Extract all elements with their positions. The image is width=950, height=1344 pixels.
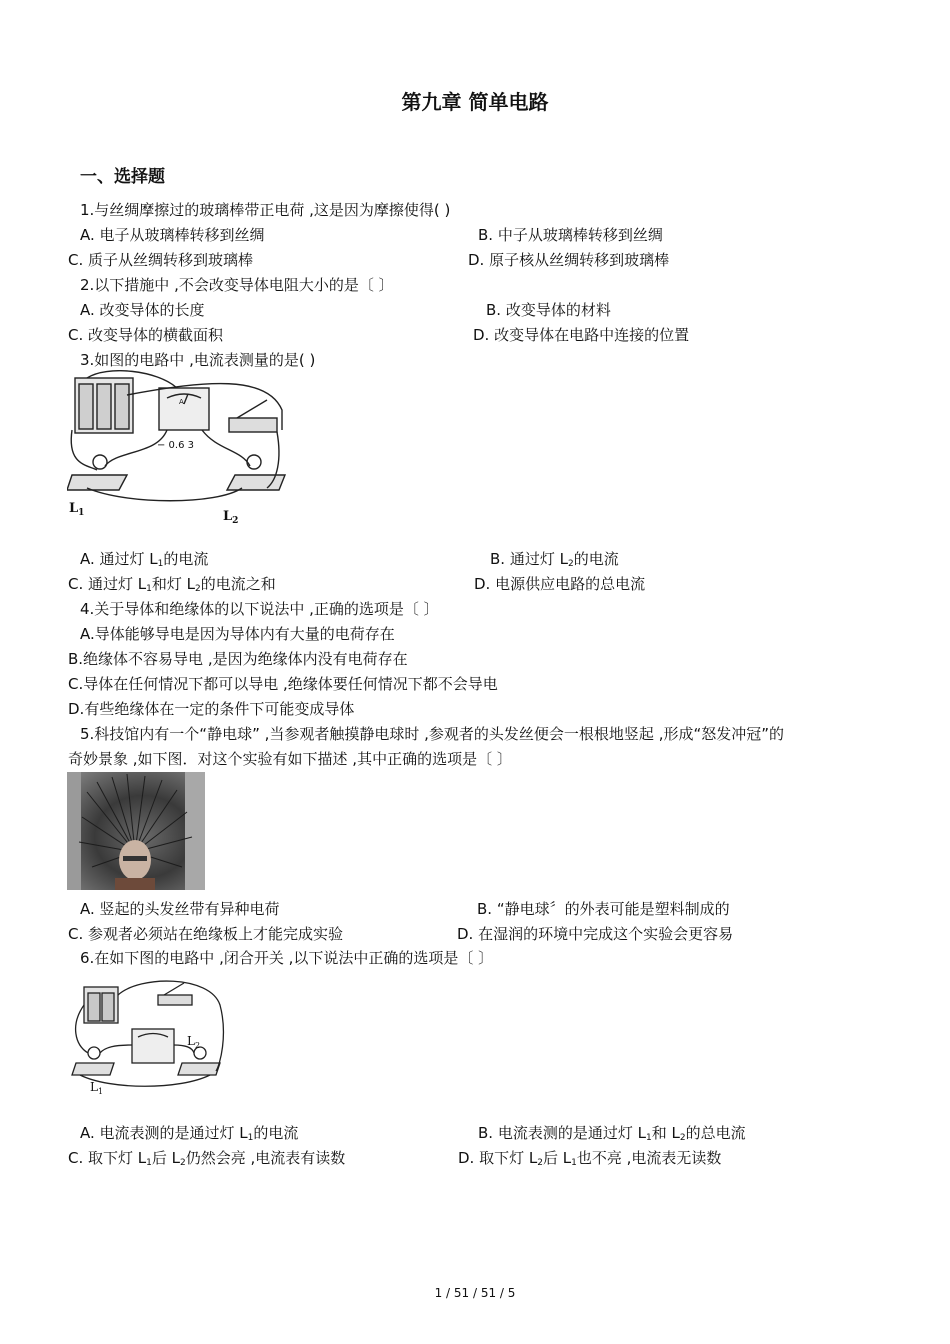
question-1-stem: 1.与丝绸摩擦过的玻璃棒带正电荷 ,这是因为摩擦使得( ): [80, 201, 451, 219]
question-4-option-a: A.导体能够导电是因为导体内有大量的电荷存在: [80, 625, 395, 643]
question-3-option-d: D. 电源供应电路的总电流: [474, 575, 646, 593]
section-heading: 一、选择题: [80, 167, 165, 187]
question-6-option-a: A. 电流表测的是通过灯 $L_1$的电流: [80, 1124, 299, 1143]
question-5-stem-line-2: 奇妙景象 ,如下图．对这个实验有如下描述 ,其中正确的选项是〔 〕: [68, 750, 512, 768]
question-6-option-c: C. 取下灯 $L_1$后 $L_2$仍然会亮 ,电流表有读数: [68, 1149, 346, 1168]
question-1-option-d: D. 原子核从丝绸转移到玻璃棒: [468, 251, 670, 269]
question-6-option-b: B. 电流表测的是通过灯 $L_1$和 $L_2$的总电流: [478, 1124, 746, 1143]
question-4-option-c: C.导体在任何情况下都可以导电 ,绝缘体要任何情况下都不会导电: [68, 675, 498, 693]
question-2-option-a: A. 改变导体的长度: [80, 301, 205, 319]
ammeter-label: A: [179, 398, 184, 406]
question-3-option-c: C. 通过灯 $L_1$和灯 $L_2$的电流之和: [68, 575, 276, 594]
static-electricity-photo: [67, 772, 205, 890]
question-3-option-b: B. 通过灯 $L_2$的电流: [490, 550, 619, 569]
question-5-option-b: B. “静电球〞的外表可能是塑料制成的: [477, 900, 730, 918]
page-title: 第九章 简单电路: [401, 90, 549, 114]
question-1-option-b: B. 中子从玻璃棒转移到丝绸: [478, 226, 663, 244]
lamp-label-l2: $L_2$: [223, 509, 239, 525]
question-6-stem: 6.在如下图的电路中 ,闭合开关 ,以下说法中正确的选项是〔 〕: [80, 949, 494, 967]
question-5-option-c: C. 参观者必须站在绝缘板上才能完成实验: [68, 925, 344, 943]
question-4-stem: 4.关于导体和绝缘体的以下说法中 ,正确的选项是〔 〕: [80, 600, 439, 618]
circuit-figure-2: [70, 975, 230, 1100]
question-2-stem: 2.以下措施中 ,不会改变导体电阻大小的是〔 〕: [80, 276, 394, 294]
question-3-stem: 3.如图的电路中 ,电流表测量的是( ): [80, 351, 316, 369]
page-number-footer: 1 / 51 / 51 / 5: [434, 1286, 516, 1300]
question-2-option-b: B. 改变导体的材料: [486, 301, 611, 319]
question-1-option-c: C. 质子从丝绸转移到玻璃棒: [68, 251, 254, 269]
question-3-option-a: A. 通过灯 $L_1$的电流: [80, 550, 209, 569]
circuit-figure-1: [67, 370, 287, 525]
lamp-label-l2: $L_2$: [187, 1034, 201, 1050]
question-5-option-a: A. 竖起的头发丝带有异种电荷: [80, 900, 280, 918]
question-1-option-a: A. 电子从玻璃棒转移到丝绸: [80, 226, 265, 244]
lamp-label-l1: $L_1$: [69, 501, 85, 518]
question-6-option-d: D. 取下灯 $L_2$后 $L_1$也不亮 ,电流表无读数: [458, 1149, 722, 1168]
ammeter-scale: − 0.6 3: [157, 440, 195, 451]
hair-strands-illustration: [67, 772, 205, 890]
question-4-option-b: B.绝缘体不容易导电 ,是因为绝缘体内没有电荷存在: [68, 650, 408, 668]
question-5-option-d: D. 在湿润的环境中完成这个实验会更容易: [457, 925, 734, 943]
question-5-stem-line-1: 5.科技馆内有一个“静电球” ,当参观者触摸静电球时 ,参观者的头发丝便会一根根地竖起 ,形成“怒发冲冠”的: [80, 725, 785, 743]
question-2-option-d: D. 改变导体在电路中连接的位置: [473, 326, 690, 344]
lamp-label-l1: $L_1$: [90, 1080, 104, 1096]
question-4-option-d: D.有些绝缘体在一定的条件下可能变成导体: [68, 700, 355, 718]
question-2-option-c: C. 改变导体的横截面积: [68, 326, 224, 344]
